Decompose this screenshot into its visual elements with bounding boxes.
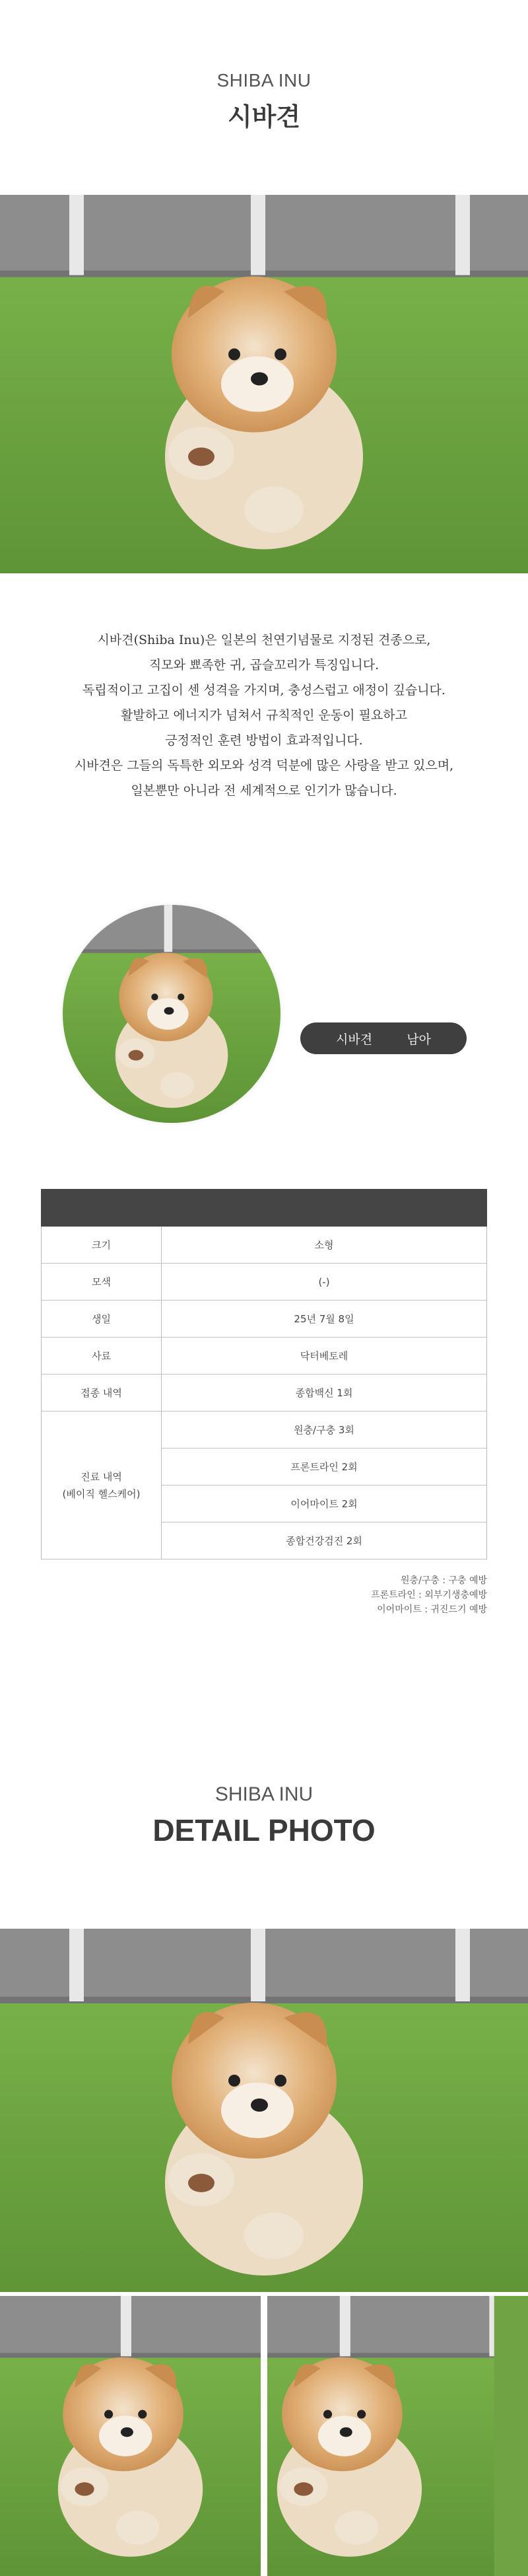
medical-value: 원충/구충 3회 (162, 1412, 487, 1449)
medical-label (42, 1412, 162, 1559)
badge-breed: 시바견 (336, 1032, 373, 1047)
table-row (42, 1227, 487, 1264)
table-header-cell (42, 1190, 162, 1227)
row-label: 생일 (42, 1301, 162, 1338)
footnote: 원충/구충 : 구충 예방 (401, 1575, 487, 1586)
info-table (41, 1189, 487, 1559)
table-footnotes (371, 1573, 487, 1617)
table-row (42, 1264, 487, 1301)
medical-label-line2: (베이직 헬스케어) (62, 1487, 141, 1500)
row-value: (-) (162, 1264, 487, 1301)
row-label: 크기 (42, 1227, 162, 1264)
row-value: 닥터베토레 (162, 1338, 487, 1375)
table-row (42, 1412, 487, 1449)
row-label: 접종 내역 (42, 1375, 162, 1412)
description-line: 활발하고 에너지가 넘쳐서 규칙적인 운동이 필요하고 (121, 708, 407, 723)
description-line: 일본뿐만 아니라 전 세계적으로 인기가 많습니다. (131, 783, 397, 798)
medical-value: 프론트라인 2회 (162, 1449, 487, 1485)
detail-title-main: DETAIL PHOTO (152, 1813, 376, 1847)
detail-puppy-photo-left (0, 2296, 261, 2576)
header-title-en: SHIBA INU (216, 70, 312, 90)
description-line: 직모와 뾰족한 귀, 곱슬꼬리가 특징입니다. (148, 658, 380, 672)
breed-sex-badge (300, 1022, 467, 1054)
footnote: 프론트라인 : 외부기생충예방 (371, 1590, 487, 1600)
medical-value: 이어마이트 2회 (162, 1485, 487, 1522)
row-value: 소형 (162, 1227, 487, 1264)
detail-puppy-photo-right (267, 2296, 528, 2576)
table-header-cell (162, 1190, 487, 1227)
table-row (42, 1301, 487, 1338)
description-line: 시바견(Shiba Inu)은 일본의 천연기념물로 지정된 견종으로, (97, 633, 431, 647)
row-label: 사료 (42, 1338, 162, 1375)
profile-puppy-photo (63, 905, 280, 1123)
main-puppy-photo (0, 195, 528, 573)
table-row (42, 1375, 487, 1412)
breed-description (26, 627, 502, 803)
detail-puppy-photo-large (0, 1929, 528, 2292)
footnote: 이어마이트 : 귀진드기 예방 (377, 1604, 487, 1615)
row-value: 25년 7월 8일 (162, 1301, 487, 1338)
detail-title-en: SHIBA INU (214, 1783, 314, 1805)
medical-label-line1: 진료 내역 (81, 1470, 122, 1483)
header-title-ko: 시바견 (227, 102, 301, 131)
table-row (42, 1338, 487, 1375)
description-line: 시바견은 그들의 독특한 외모와 성격 덕분에 많은 사랑을 받고 있으며, (74, 758, 454, 773)
row-label: 모색 (42, 1264, 162, 1301)
medical-value: 종합건강검진 2회 (162, 1522, 487, 1559)
row-value: 종합백신 1회 (162, 1375, 487, 1412)
badge-sex: 남아 (407, 1032, 431, 1047)
description-line: 독립적이고 고집이 센 성격을 가지며, 충성스럽고 애정이 깊습니다. (82, 683, 446, 698)
table-header-row (42, 1190, 487, 1227)
description-line: 긍정적인 훈련 방법이 효과적입니다. (165, 733, 363, 748)
